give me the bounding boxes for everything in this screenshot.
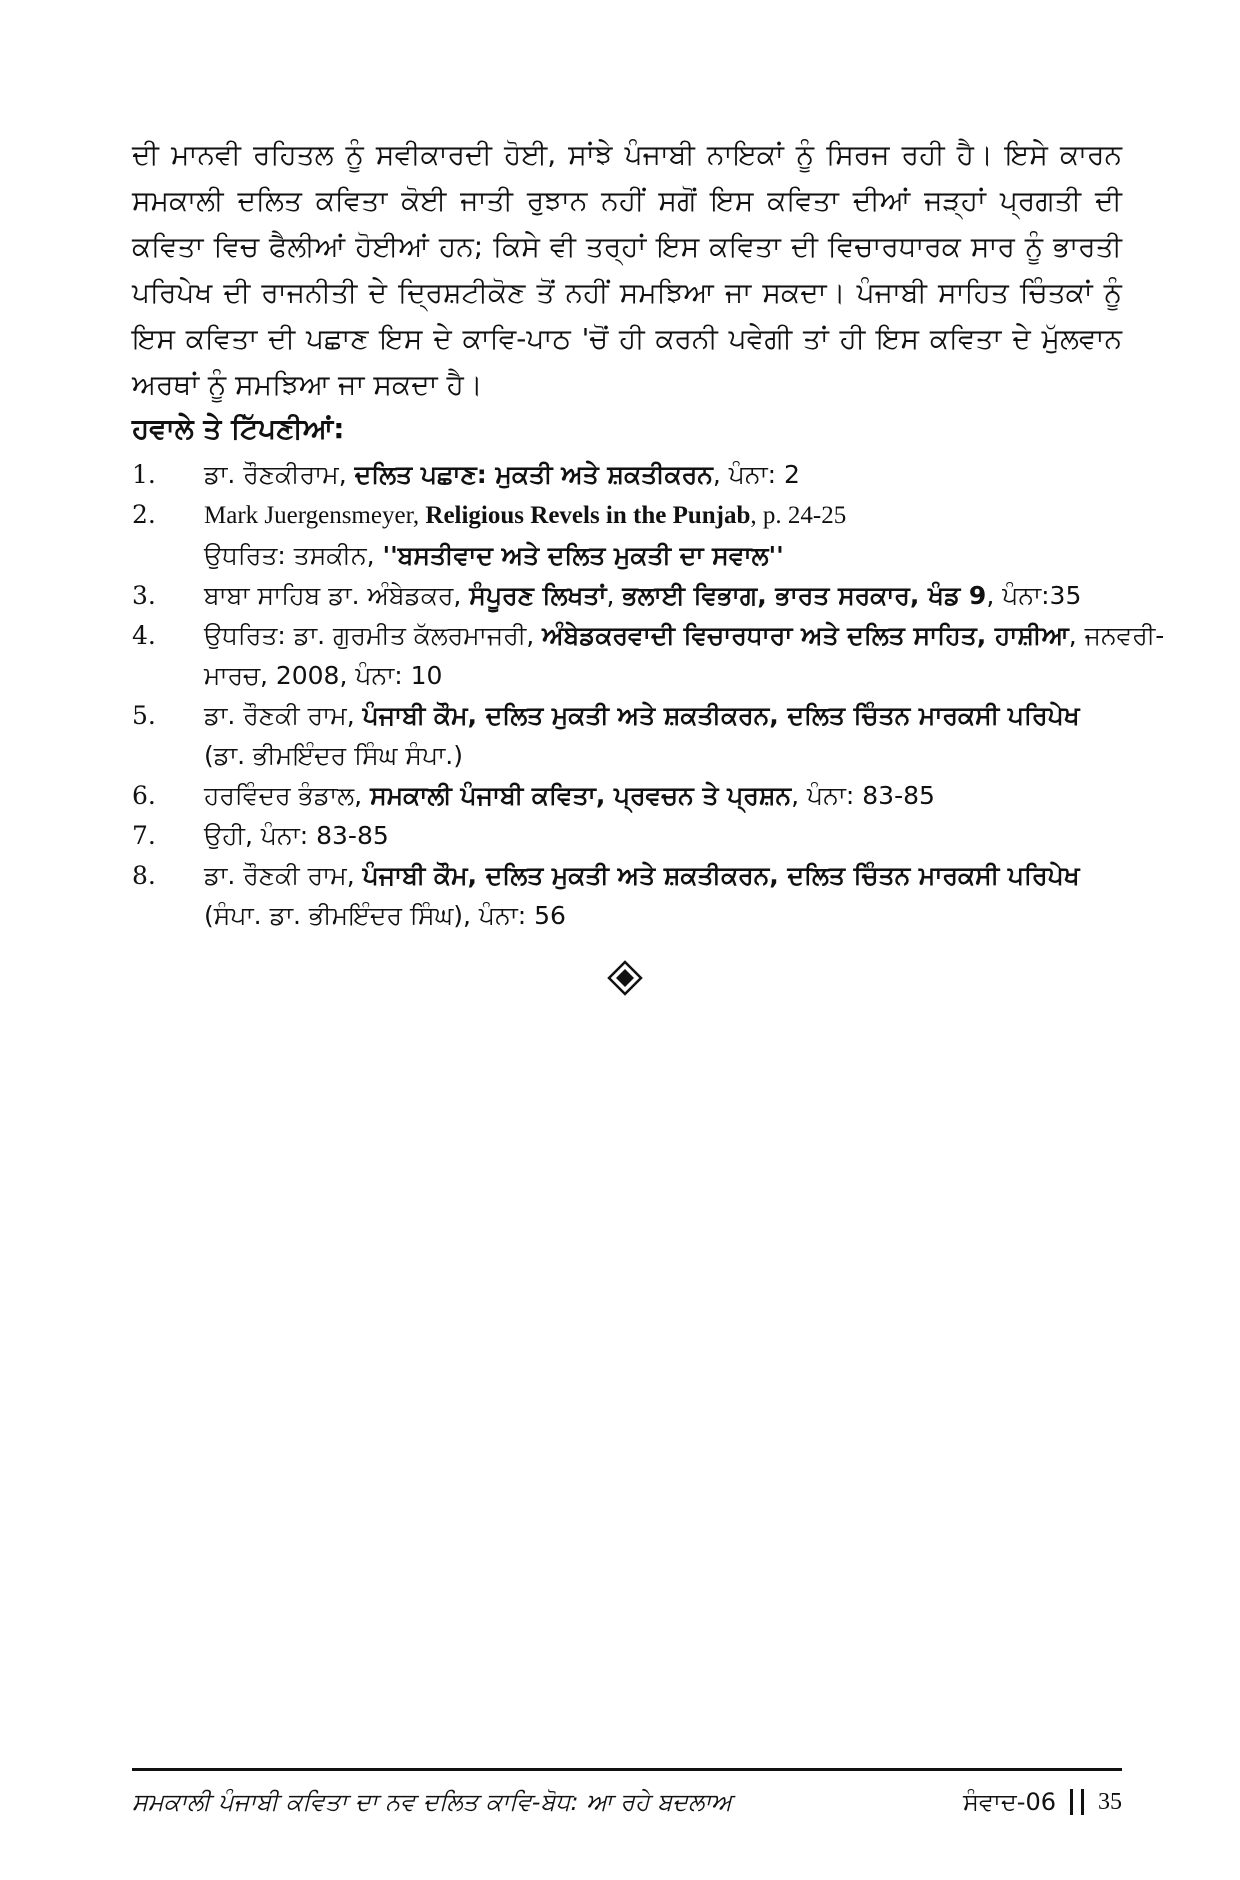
note-line [204,776,1132,816]
running-title: ਸਮਕਾਲੀ ਪੰਜਾਬੀ ਕਵਿਤਾ ਦਾ ਨਵ ਦਲਿਤ ਕਾਵਿ-ਬੋਧ: ਆ ਰਹੇ ਬਦਲਾਅ [132,1788,732,1816]
notes-list [132,455,1165,936]
note-line [204,656,1164,696]
note-text [204,696,1132,776]
footer-separator-icon [1070,1789,1084,1815]
note-number: 8. [132,861,156,890]
note-segment: Mark Juergensmeyer, [204,502,426,529]
note-line [204,896,1132,936]
note-item [132,816,1132,856]
note-text [204,616,1164,696]
note-segment: , ਪੰਨਾ: 83-85 [791,781,935,810]
note-segment: (ਡਾ. ਭੀਮਇੰਦਰ ਸਿੰਘ ਸੰਪਾ.) [204,741,463,770]
note-number: 6. [132,781,156,810]
notes-heading: ਹਵਾਲੇ ਤੇ ਟਿੱਪਣੀਆਂ: [132,412,345,445]
note-text [204,816,1132,856]
note-segment: ਹਰਵਿੰਦਰ ਭੰਡਾਲ, [204,781,371,810]
note-line [204,816,1132,856]
note-number: 1. [132,460,156,489]
note-segment: ਡਾ. ਰੌਣਕੀਰਾਮ, [204,460,355,489]
note-item [132,576,1132,616]
page-number: 35 [1098,1789,1122,1815]
note-item [132,856,1132,936]
note-number: 4. [132,621,156,650]
note-segment: , ਪੰਨਾ: 2 [712,460,800,489]
note-segment: , ਜਨਵਰੀ- [1068,621,1165,650]
note-line [204,616,1164,656]
note-title: ਸੰਪੂਰਣ ਲਿਖਤਾਂ [469,581,607,610]
note-text [204,495,1132,576]
note-item [132,616,1165,696]
note-segment: ਡਾ. ਰੌਣਕੀ ਰਾਮ, [204,701,363,730]
note-number: 5. [132,701,156,730]
note-segment: ਉਹੀ, ਪੰਨਾ: 83-85 [204,821,389,850]
note-item [132,455,1132,495]
note-segment: ਮਾਰਚ, 2008, ਪੰਨਾ: 10 [204,661,443,690]
note-text [204,576,1132,616]
note-line [204,576,1132,616]
journal-name: ਸੰਵਾਦ-06 [963,1788,1056,1816]
note-segment: , [606,581,623,610]
note-text [204,776,1132,816]
body-paragraph: ਦੀ ਮਾਨਵੀ ਰਹਿਤਲ ਨੂੰ ਸਵੀਕਾਰਦੀ ਹੋਈ, ਸਾਂਝੇ ਪੰਜਾਬੀ ਨਾਇਕਾਂ ਨੂੰ ਸਿਰਜ ਰਹੀ ਹੈ। ਇਸੇ ਕਾਰਨ ਸਮਕਾਲੀ ਦਲਿਤ ਕਵਿਤਾ ਕੋਈ ਜਾਤੀ ਰੁਝਾਨ ਨਹੀਂ ਸਗੋਂ ਇਸ ਕਵਿਤਾ ਦੀਆਂ ਜੜ੍ਹਾਂ ਪ੍ਰਗਤੀ ਦੀ ਕਵਿਤਾ ਵਿਚ ਫੈਲੀਆਂ ਹੋਈਆਂ ਹਨ; ਕਿਸੇ ਵੀ ਤਰ੍ਹਾਂ ਇਸ ਕਵਿਤਾ ਦੀ ਵਿਚਾਰਧਾਰਕ ਸਾਰ ਨੂੰ ਭਾਰਤੀ ਪਰਿਪੇਖ ਦੀ ਰਾਜਨੀਤੀ ਦੇ ਦ੍ਰਿਸ਼ਟੀਕੋਣ ਤੋਂ ਨਹੀਂ ਸਮਝਿਆ ਜਾ ਸਕਦਾ। ਪੰਜਾਬੀ ਸਾਹਿਤ ਚਿੰਤਕਾਂ ਨੂੰ ਇਸ ਕਵਿਤਾ ਦੀ ਪਛਾਣ ਇਸ ਦੇ ਕਾਵਿ-ਪਾਠ 'ਚੋਂ ਹੀ ਕਰਨੀ ਪਵੇਗੀ ਤਾਂ ਹੀ ਇਸ ਕਵਿਤਾ ਦੇ ਮੁੱਲਵਾਨ ਅਰਥਾਂ ਨੂੰ ਸਮਝਿਆ ਜਾ ਸਕਦਾ ਹੈ। [132,138,1122,401]
note-segment: ਡਾ. ਰੌਣਕੀ ਰਾਮ, [204,861,363,890]
note-number: 7. [132,821,156,850]
note-segment: ਬਾਬਾ ਸਾਹਿਬ ਡਾ. ਅੰਬੇਡਕਰ, [204,581,470,610]
note-number: 2. [132,500,156,529]
note-title: ਪੰਜਾਬੀ ਕੌਮ, ਦਲਿਤ ਮੁਕਤੀ ਅਤੇ ਸ਼ਕਤੀਕਰਨ, ਦਲਿਤ ਚਿੰਤਨ ਮਾਰਕਸੀ ਪਰਿਪੇਖ [362,861,1080,890]
note-title: ਸਮਕਾਲੀ ਪੰਜਾਬੀ ਕਵਿਤਾ, ਪ੍ਰਵਚਨ ਤੇ ਪ੍ਰਸ਼ਨ [370,781,792,810]
diamond-ornament-icon [607,960,643,996]
note-text [204,856,1132,936]
note-title: ਦਲਿਤ ਪਛਾਣ: ਮੁਕਤੀ ਅਤੇ ਸ਼ਕਤੀਕਰਨ [354,460,713,489]
note-text [204,455,1132,495]
note-title: ''ਬਸਤੀਵਾਦ ਅਤੇ ਦਲਿਤ ਮੁਕਤੀ ਦਾ ਸਵਾਲ'' [382,541,784,570]
footer-rule [132,1768,1122,1771]
page-footer [132,1782,1122,1822]
note-line [204,536,1132,576]
note-title: ਅੰਬੇਡਕਰਵਾਦੀ ਵਿਚਾਰਧਾਰਾ ਅਤੇ ਦਲਿਤ ਸਾਹਿਤ, ਹਾਸ਼ੀਆ [542,621,1069,650]
note-line [204,455,1132,495]
note-item [132,495,1132,576]
note-line [204,495,1132,536]
note-line [204,696,1132,736]
note-segment: , ਪੰਨਾ:35 [986,581,1082,610]
note-segment: , p. 24-25 [750,502,847,529]
note-line [204,736,1132,776]
note-item [132,696,1132,776]
note-title: ਪੰਜਾਬੀ ਕੌਮ, ਦਲਿਤ ਮੁਕਤੀ ਅਤੇ ਸ਼ਕਤੀਕਰਨ, ਦਲਿਤ ਚਿੰਤਨ ਮਾਰਕਸੀ ਪਰਿਪੇਖ [362,701,1080,730]
note-line [204,856,1132,896]
note-title: Religious Revels in the Punjab [425,502,751,529]
note-number: 3. [132,581,156,610]
note-title: ਭਲਾਈ ਵਿਭਾਗ, ਭਾਰਤ ਸਰਕਾਰ, ਖੰਡ 9 [622,581,987,610]
note-item [132,776,1132,816]
footer-right [963,1782,1122,1822]
note-segment: ਉਧਰਿਤ: ਡਾ. ਗੁਰਮੀਤ ਕੱਲਰਮਾਜਰੀ, [204,621,543,650]
note-segment: ਉਧਰਿਤ: ਤਸਕੀਨ, [204,541,383,570]
note-segment: (ਸੰਪਾ. ਡਾ. ਭੀਮਇੰਦਰ ਸਿੰਘ), ਪੰਨਾ: 56 [204,901,566,930]
